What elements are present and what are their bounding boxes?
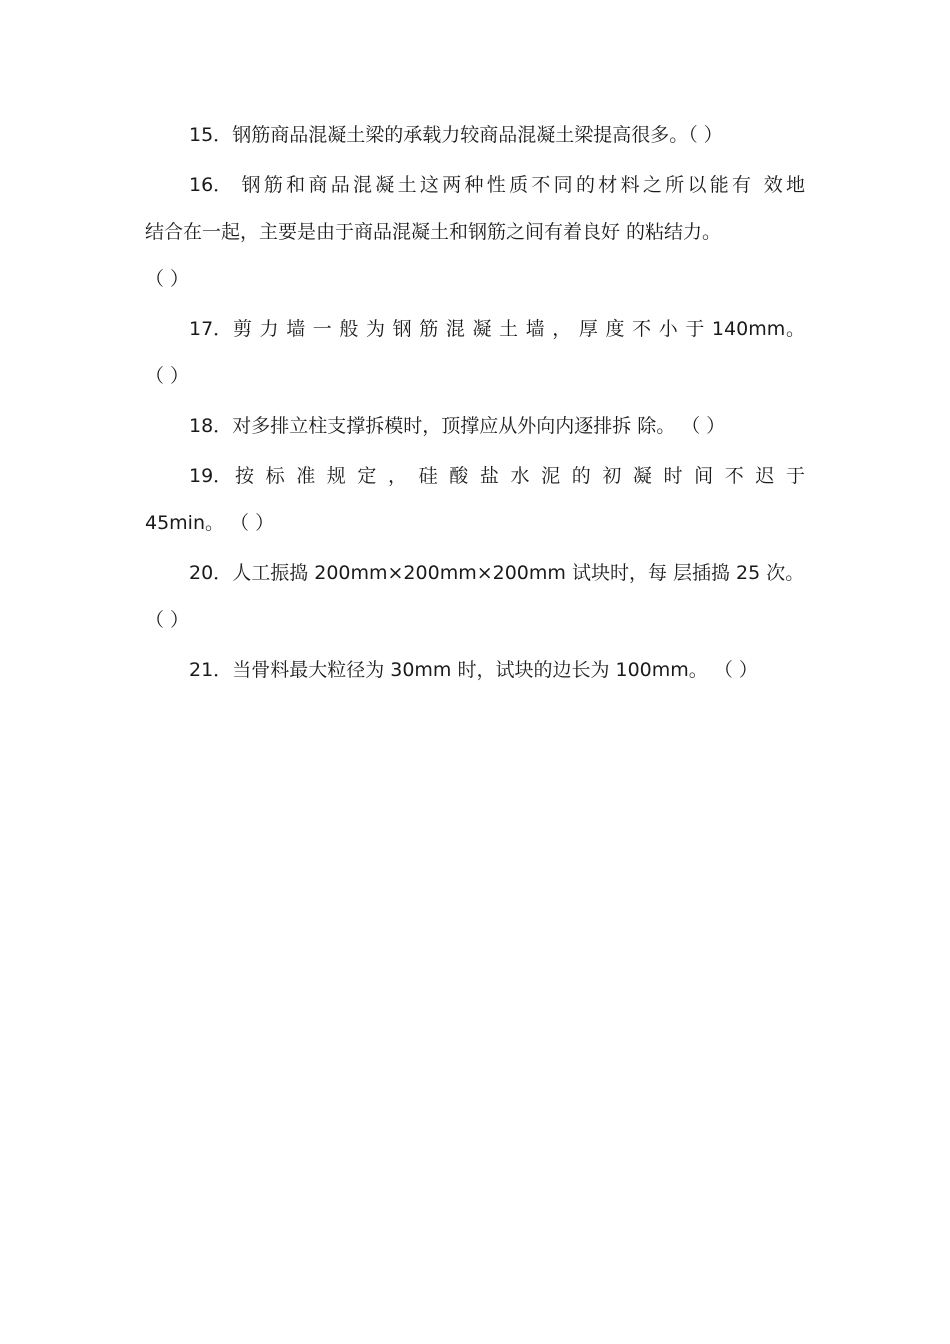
question-text: 钢筋和商品混凝土这两种性质不同的材料之所以能有 效地	[232, 174, 805, 196]
question-20-line-2	[145, 597, 805, 644]
question-text: 对多排立柱支撑拆模时，顶撑应从外向内逐排拆 除。 （ ）	[232, 415, 726, 437]
question-number: 16．	[189, 174, 233, 196]
question-15	[145, 112, 805, 159]
answer-brackets: （ ）	[145, 365, 190, 387]
question-17	[145, 306, 805, 353]
question-number: 18．	[189, 415, 233, 437]
question-number: 19．	[189, 465, 233, 487]
question-number: 17．	[189, 318, 233, 340]
question-number: 21．	[189, 659, 233, 681]
answer-brackets: （ ）	[145, 268, 190, 290]
question-21	[145, 647, 805, 694]
question-20	[145, 550, 805, 597]
question-text: 45min。 （ ）	[145, 512, 275, 534]
question-number: 15．	[189, 124, 233, 146]
question-18	[145, 403, 805, 450]
question-16-line-2	[145, 209, 805, 256]
question-number: 20．	[189, 562, 233, 584]
question-17-line-2	[145, 353, 805, 400]
question-16	[145, 162, 805, 209]
question-16-line-3	[145, 256, 805, 303]
question-text: 钢筋商品混凝土梁的承载力较商品混凝土梁提高很多。（ ）	[232, 124, 723, 146]
question-text: 人工振捣 200mm×200mm×200mm 试块时，每 层插捣 25 次。	[232, 562, 805, 584]
question-text: 结合在一起，主要是由于商品混凝土和钢筋之间有着良好 的粘结力。	[145, 221, 722, 243]
question-text: 当骨料最大粒径为 30mm 时，试块的边长为 100mm。 （ ）	[232, 659, 758, 681]
question-19	[145, 453, 805, 500]
answer-brackets: （ ）	[145, 609, 190, 631]
question-text: 剪 力 墙 一 般 为 钢 筋 混 凝 土 墙 ， 厚 度 不 小 于 140mm。	[232, 318, 805, 340]
question-19-line-2	[145, 500, 805, 547]
question-text: 按 标 准 规 定 ， 硅 酸 盐 水 泥 的 初 凝 时 间 不 迟 于	[232, 465, 805, 487]
